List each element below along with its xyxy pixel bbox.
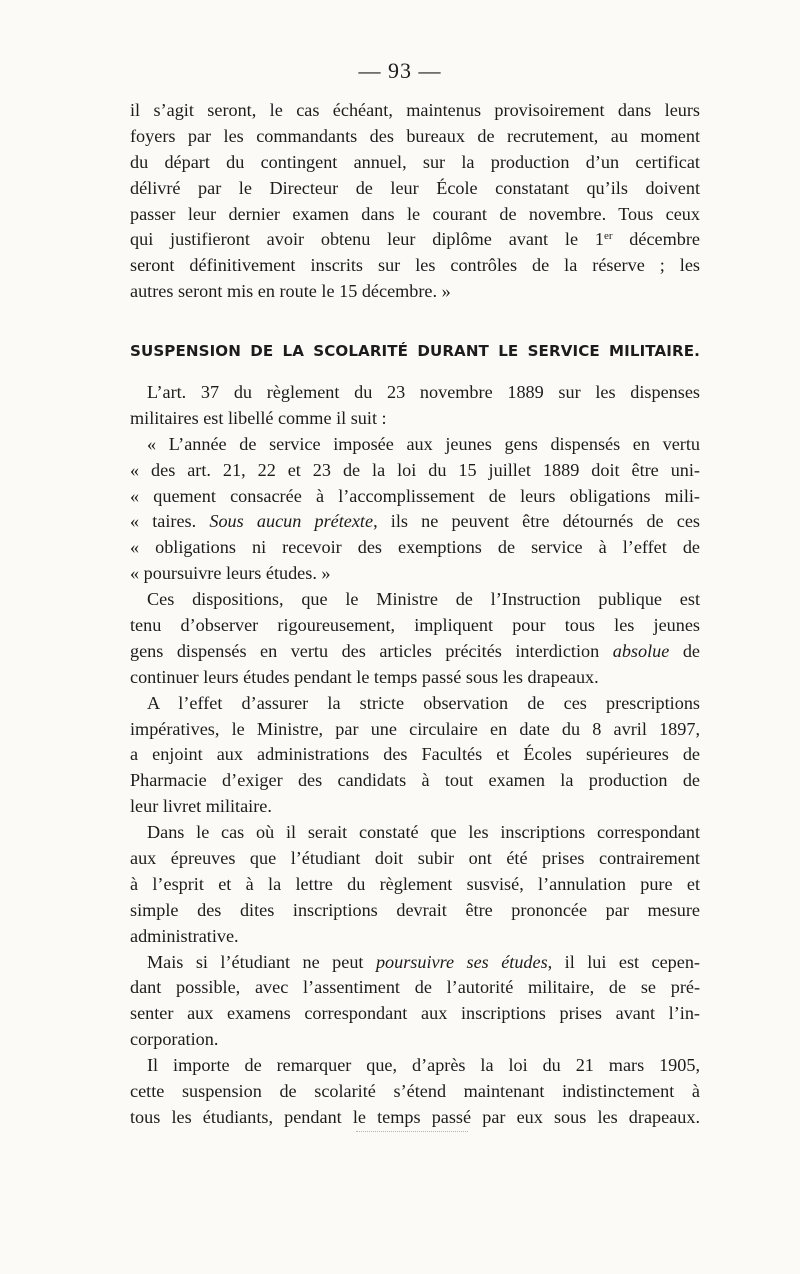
text-line: administrative. — [130, 925, 239, 946]
text-span: Mais si l’étudiant ne peut — [147, 951, 376, 972]
quote-line: « quement consacrée à l’accomplissement de leurs obligations mili- — [130, 485, 700, 506]
text-line: tous les étudiants, pendant le temps passé par eux sous les drapeaux. — [130, 1106, 700, 1127]
superscript: er — [603, 230, 613, 243]
end-rule — [356, 1131, 468, 1133]
text-span: de — [669, 640, 700, 661]
text-line: L’art. 37 du règlement du 23 novembre 1889 sur les dispenses — [147, 382, 700, 402]
text-line: Il importe de remarquer que, d’après la loi du 21 mars 1905, — [147, 1055, 700, 1076]
text-line — [130, 950, 700, 976]
text-line: dant possible, avec l’assentiment de l’autorité militaire, de se pré- — [130, 977, 700, 998]
italic-span: Sous aucun prétexte — [209, 511, 374, 532]
text-line: passer leur dernier examen dans le courant de novembre. Tous ceux — [130, 203, 700, 224]
paragraph-continuation — [130, 98, 700, 305]
text-line: Ces dispositions, que le Ministre de l’Instruction publique est — [147, 589, 700, 610]
italic-span: poursuivre ses études — [375, 951, 548, 972]
text-line: A l’effet d’assurer la stricte observation de ces prescriptions — [147, 692, 700, 713]
text-line: corporation. — [130, 1029, 219, 1050]
text-line: militaires est libellé comme il suit : — [130, 407, 387, 428]
text-line: senter aux examens correspondant aux inscriptions prises avant l’in- — [130, 1003, 700, 1024]
quote-line: « des art. 21, 22 et 23 de la loi du 15 juillet 1889 doit être uni- — [130, 459, 700, 480]
quote-line — [130, 509, 700, 535]
text-line: seront définitivement inscrits sur les contrôles de la réserve ; les — [130, 255, 700, 276]
text-line: impératives, le Ministre, par une circulaire en date du 8 avril 1897, — [130, 718, 700, 739]
text-span: qui justifieront avoir obtenu leur diplôme avant le 1 — [130, 229, 604, 250]
quote-line: « obligations ni recevoir des exemptions de service à l’effet de — [130, 537, 700, 558]
text-line: autres seront mis en route le 15 décembre. » — [130, 281, 451, 302]
text-line: Dans le cas où il serait constaté que les inscriptions correspondant — [147, 822, 700, 843]
text-line: foyers par les commandants des bureaux de recrutement, au moment — [130, 125, 700, 146]
text-line: cette suspension de scolarité s’étend maintenant indistinctement à — [130, 1081, 700, 1102]
text-line: aux épreuves que l’étudiant doit subir ont été prises contrairement — [130, 848, 700, 869]
italic-span: absolue — [612, 640, 670, 661]
section-body — [130, 380, 700, 1131]
quote-line: « poursuivre leurs études. » — [130, 563, 331, 584]
text-line — [130, 227, 700, 253]
text-line: continuer leurs études pendant le temps passé sous les drapeaux. — [130, 666, 599, 687]
text-line: leur livret militaire. — [130, 796, 272, 817]
text-span: « taires. — [130, 511, 210, 532]
section-title: SUSPENSION DE LA SCOLARITÉ DURANT LE SERVICE MILITAIRE. — [130, 342, 700, 360]
page-number: — 93 — — [358, 58, 442, 83]
text-line: du départ du contingent annuel, sur la production d’un certificat — [130, 151, 700, 172]
text-line — [130, 639, 700, 665]
text-span: , il lui est cepen- — [547, 951, 700, 972]
text-span: , ils ne peuvent être détournés de ces — [373, 511, 701, 532]
text-line: Pharmacie d’exiger des candidats à tout examen la production de — [130, 770, 700, 791]
text-line: délivré par le Directeur de leur École constatant qu’ils doivent — [130, 177, 700, 198]
text-line: à l’esprit et à la lettre du règlement susvisé, l’annulation pure et — [130, 873, 700, 894]
quote-line: « L’année de service imposée aux jeunes gens dispensés en vertu — [147, 433, 700, 454]
text-span: décembre — [612, 229, 700, 250]
text-line: il s’agit seront, le cas échéant, maintenus provisoirement dans leurs — [130, 100, 700, 120]
text-line: a enjoint aux administrations des Facultés et Écoles supérieures de — [130, 744, 700, 765]
text-span: gens dispensés en vertu des articles précités interdiction — [130, 640, 613, 661]
text-line: tenu d’observer rigoureusement, impliquent pour tous les jeunes — [130, 615, 700, 636]
text-line: simple des dites inscriptions devrait être prononcée par mesure — [130, 899, 700, 920]
